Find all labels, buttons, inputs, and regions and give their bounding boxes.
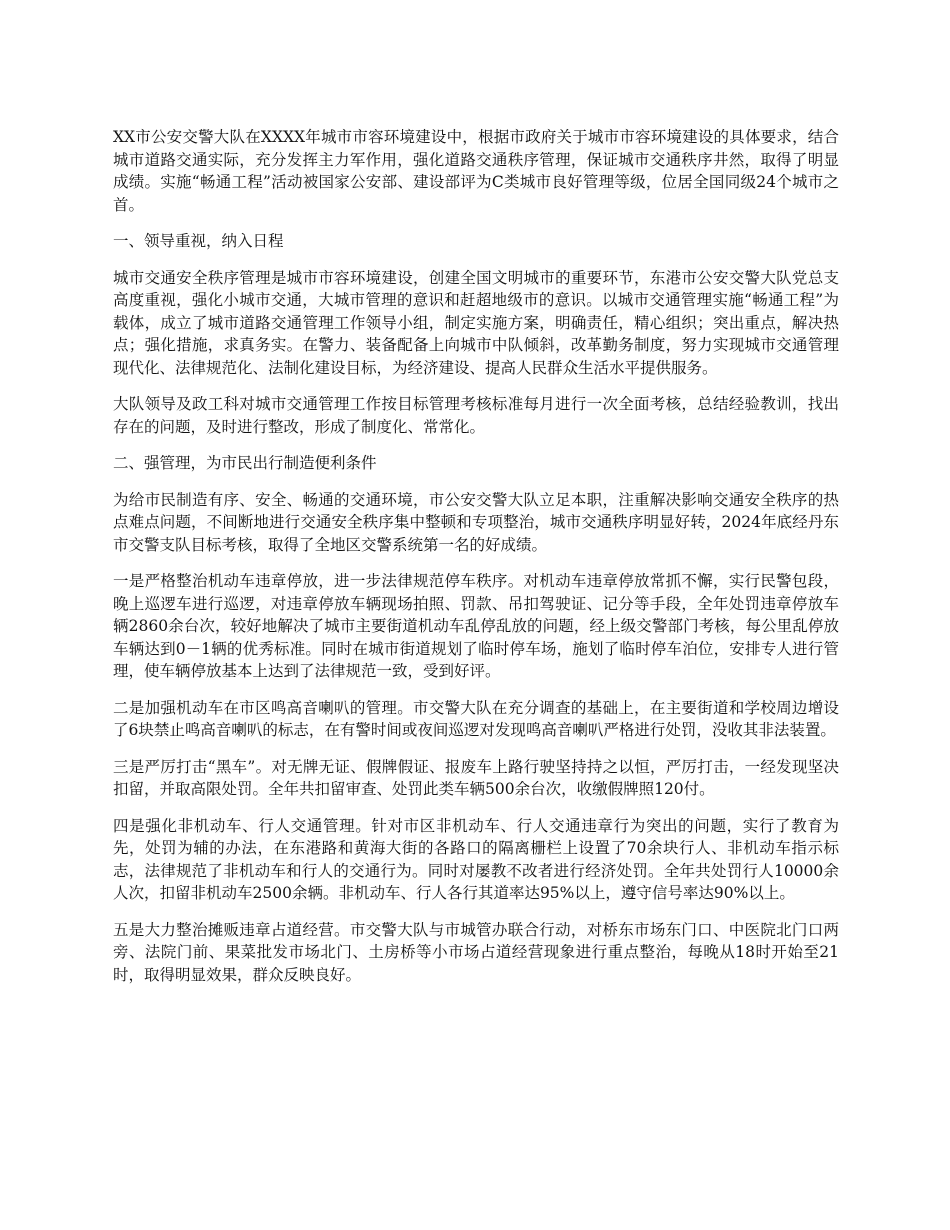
body-paragraph: 二是加强机动车在市区鸣高音喇叭的管理。市交警大队在充分调查的基础上，在主要街道和学校周边增设了6块禁止鸣高音喇叭的标志，在有警时间或夜间巡逻对发现鸣高音喇叭严格进行处罚，没收其非法装置。 (113, 698, 839, 739)
section-heading-2: 二、强管理，为市民出行制造便利条件 (113, 454, 377, 472)
body-paragraph: 城市交通安全秩序管理是城市市容环境建设，创建全国文明城市的重要环节，东港市公安交警大队党总支高度重视，强化小城市交通，大城市管理的意识和赶超地级市的意识。以城市交通管理实施“畅通工程”为载体，成立了城市道路交通管理工作领导小组，制定实施方案，明确责任，精心组织；突出重点，解决热点；强化措施，求真务实。在警力、装备配备上向城市中队倾斜，改革勤务制度，努力实现城市交通管理现代化、法律规范化、法制化建设目标，为经济建设、提高人民群众生活水平提供服务。 (113, 268, 839, 377)
section-heading-1: 一、领导重视，纳入日程 (113, 232, 284, 250)
body-paragraph: 大队领导及政工科对城市交通管理工作按目标管理考核标准每月进行一次全面考核，总结经验教训，找出存在的问题，及时进行整改，形成了制度化、常常化。 (113, 395, 839, 436)
body-paragraph: 五是大力整治摊贩违章占道经营。市交警大队与市城管办联合行动，对桥东市场东门口、中医院北门口两旁、法院门前、果菜批发市场北门、土房桥等小市场占道经营现象进行重点整治，每晚从18时开始至21时，取得明显效果，群众反映良好。 (113, 920, 839, 984)
intro-paragraph: XX市公安交警大队在XXXX年城市市容环境建设中，根据市政府关于城市市容环境建设的具体要求，结合城市道路交通实际，充分发挥主力军作用，强化道路交通秩序管理，保证城市交通秩序井然，取得了明显成绩。实施“畅通工程”活动被国家公安部、建设部评为C类城市良好管理等级，位居全国同级24个城市之首。 (113, 128, 839, 214)
body-paragraph: 四是强化非机动车、行人交通管理。针对市区非机动车、行人交通违章行为突出的问题，实行了教育为先，处罚为辅的办法，在东港路和黄海大街的各路口的隔离栅栏上设置了70余块行人、非机动车指示标志，法律规范了非机动车和行人的交通行为。同时对屡教不改者进行经济处罚。全年共处罚行人10000余人次，扣留非机动车2500余辆。非机动车、行人各行其道率达95%以上，遵守信号率达90%以上。 (113, 816, 839, 902)
body-paragraph: 一是严格整治机动车违章停放，进一步法律规范停车秩序。对机动车违章停放常抓不懈，实行民警包段，晚上巡逻车进行巡逻，对违章停放车辆现场拍照、罚款、吊扣驾驶证、记分等手段，全年处罚违章停放车辆2860余台次，较好地解决了城市主要街道机动车乱停乱放的问题，经上级交警部门考核，每公里乱停放车辆达到0－1辆的优秀标准。同时在城市街道规划了临时停车场，施划了临时停车泊位，安排专人进行管理，使车辆停放基本上达到了法律规范一致，受到好评。 (113, 572, 839, 680)
body-paragraph: 为给市民制造有序、安全、畅通的交通环境，市公安交警大队立足本职，注重解决影响交通安全秩序的热点难点问题，不间断地进行交通安全秩序集中整顿和专项整治，城市交通秩序明显好转，2024年底经丹东市交警支队目标考核，取得了全地区交警系统第一名的好成绩。 (113, 490, 839, 554)
body-paragraph: 三是严厉打击“黑车”。对无牌无证、假牌假证、报废车上路行驶坚持持之以恒，严厉打击，一经发现坚决扣留，并取高限处罚。全年共扣留审查、处罚此类车辆500余台次，收缴假牌照120付。 (113, 757, 839, 798)
document-page (113, 126, 839, 1000)
